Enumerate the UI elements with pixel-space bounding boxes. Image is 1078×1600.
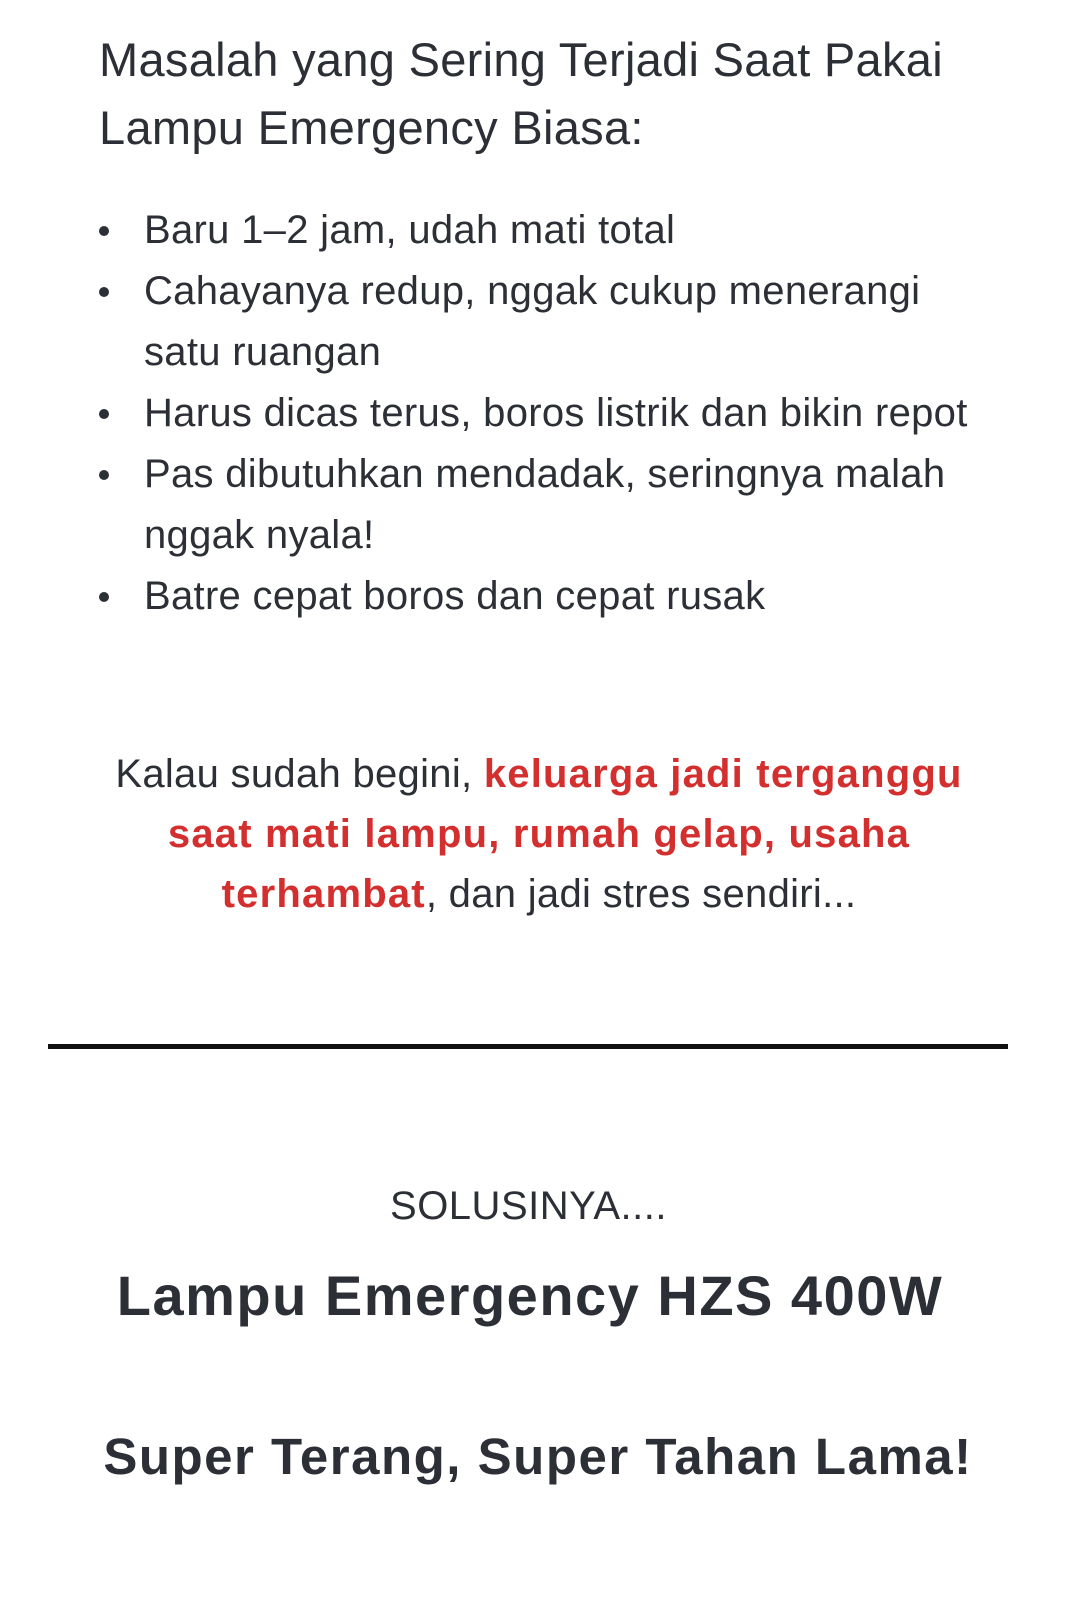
list-item: Harus dicas terus, boros listrik dan bikin repot [99,383,979,444]
section-divider [48,1044,1008,1049]
list-item: Pas dibutuhkan mendadak, seringnya malah nggak nyala! [99,444,979,566]
summary-intro: Kalau sudah begini, [115,752,484,796]
list-item: Baru 1–2 jam, udah mati total [99,200,979,261]
product-subtitle: Super Terang, Super Tahan Lama! [103,1428,973,1485]
summary-paragraph [90,744,988,924]
problems-heading: Masalah yang Sering Terjadi Saat Pakai Lampu Emergency Biasa: [99,33,943,154]
solution-label: SOLUSINYA.... [390,1184,667,1228]
summary-outro: , dan jadi stres sendiri... [425,872,857,916]
list-item: Cahayanya redup, nggak cukup menerangi satu ruangan [99,261,979,383]
problem-list [99,200,979,627]
summary-highlight: keluarga jadi terganggu saat mati lampu, rumah gelap, usaha terhambat [167,752,963,916]
list-item: Batre cepat boros dan cepat rusak [99,566,979,627]
product-title: Lampu Emergency HZS 400W [116,1264,944,1327]
